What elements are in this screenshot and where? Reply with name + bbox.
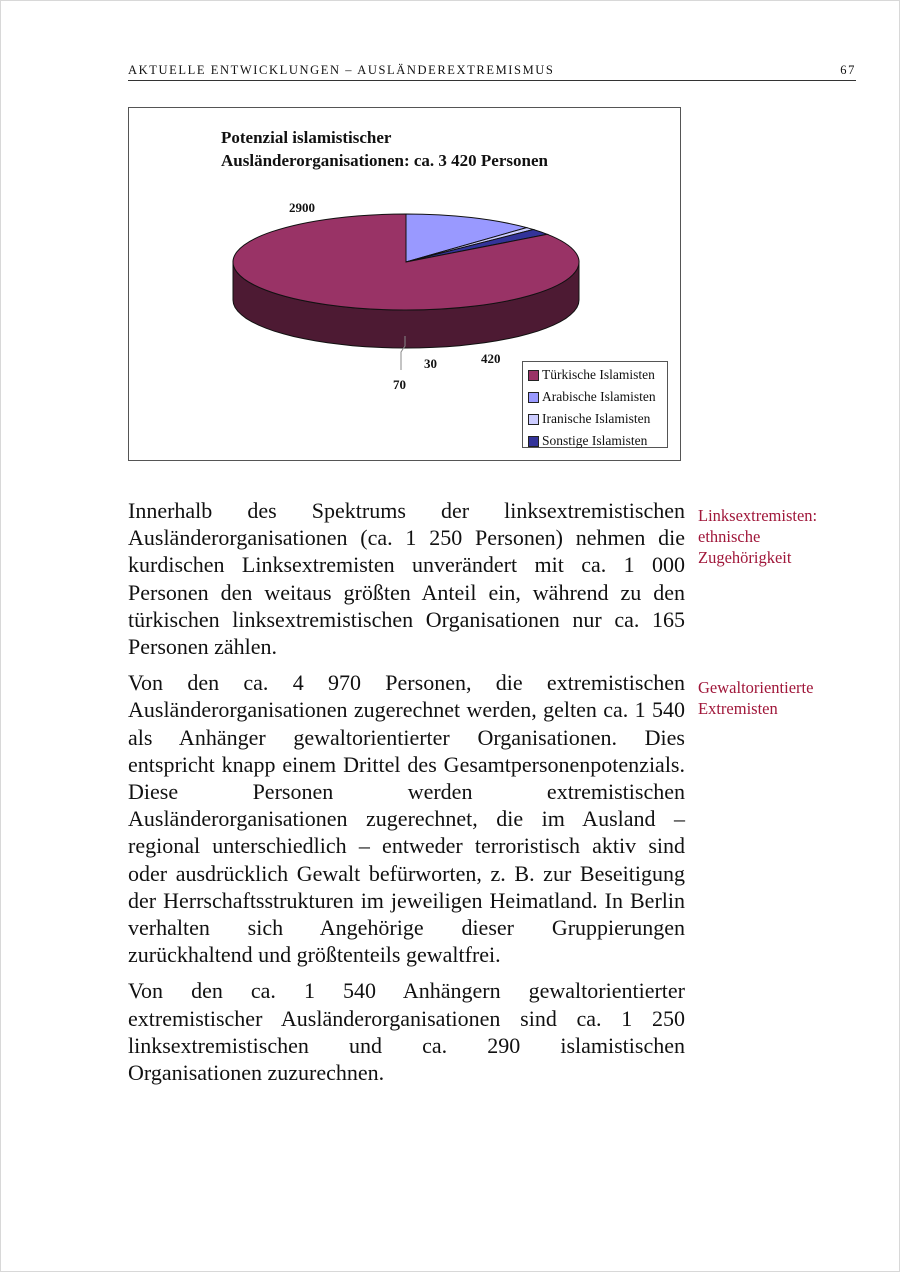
data-label-tuerkische: 2900 xyxy=(289,200,315,215)
chart-title-line-1: Potenzial islamistischer xyxy=(221,128,392,147)
legend-item xyxy=(528,386,667,408)
legend-item xyxy=(528,408,667,430)
legend-label-iranische: Iranische Islamisten xyxy=(542,411,651,426)
running-header xyxy=(128,63,856,81)
pie-chart xyxy=(128,107,681,461)
legend-item xyxy=(528,364,667,386)
legend-swatch-iranische xyxy=(528,414,539,425)
legend-item xyxy=(528,430,667,452)
body-text xyxy=(128,497,685,1095)
chart-title-line-2: Ausländerorganisationen: ca. 3 420 Personen xyxy=(221,151,548,170)
chart-legend xyxy=(522,361,668,448)
legend-label-sonstige: Sonstige Islamisten xyxy=(542,433,648,448)
data-label-arabische: 420 xyxy=(481,351,501,366)
paragraph-2: Von den ca. 4 970 Personen, die extremistischen Ausländerorganisationen zugerechnet werden, gelten ca. 1 540 als Anhänger gewaltorientierter Organisationen. Dies entspricht knapp einem Drittel des Gesamtpersonenpotenzials. Diese Personen werden extremistischen Ausländerorganisationen zugerechnet, die im Ausland – regional unterschiedlich – entweder terroristisch aktiv sind oder ausdrücklich Gewalt befürworten, z. B. zur Beseitigung der Herrschaftsstrukturen im jeweiligen Heimatland. In Berlin verhalten sich Angehörige dieser Gruppierungen zurückhaltend und größtenteils gewaltfrei. xyxy=(128,670,685,968)
data-label-sonstige: 70 xyxy=(393,377,406,392)
data-label-iranische: 30 xyxy=(424,356,437,371)
legend-label-tuerkische: Türkische Islamisten xyxy=(542,367,655,382)
legend-label-arabische: Arabische Islamisten xyxy=(542,389,656,404)
page-number: 67 xyxy=(840,63,856,77)
margin-note-linksextremisten: Linksextremisten: ethnische Zugehörigkeit xyxy=(698,506,818,567)
paragraph-3: Von den ca. 1 540 Anhängern gewaltorientierter extremistischer Ausländerorganisationen sind ca. 1 250 linksextremistischen und ca. 290 islamistischen Organisationen zuzurechnen. xyxy=(128,978,685,1086)
legend-swatch-arabische xyxy=(528,392,539,403)
legend-swatch-sonstige xyxy=(528,436,539,447)
legend-swatch-tuerkische xyxy=(528,370,539,381)
paragraph-1: Innerhalb des Spektrums der linksextremistischen Ausländerorganisationen (ca. 1 250 Personen) nehmen die kurdischen Linksextremisten unverändert mit ca. 1 000 Personen den weitaus größten Anteil ein, während zu den türkischen linksextremistischen Organisationen nur ca. 165 Personen zählen. xyxy=(128,498,685,660)
margin-note-gewaltorientierte: Gewaltorientierte Extremisten xyxy=(698,678,814,718)
running-title: AKTUELLE ENTWICKLUNGEN – AUSLÄNDEREXTREMISMUS xyxy=(128,63,555,77)
